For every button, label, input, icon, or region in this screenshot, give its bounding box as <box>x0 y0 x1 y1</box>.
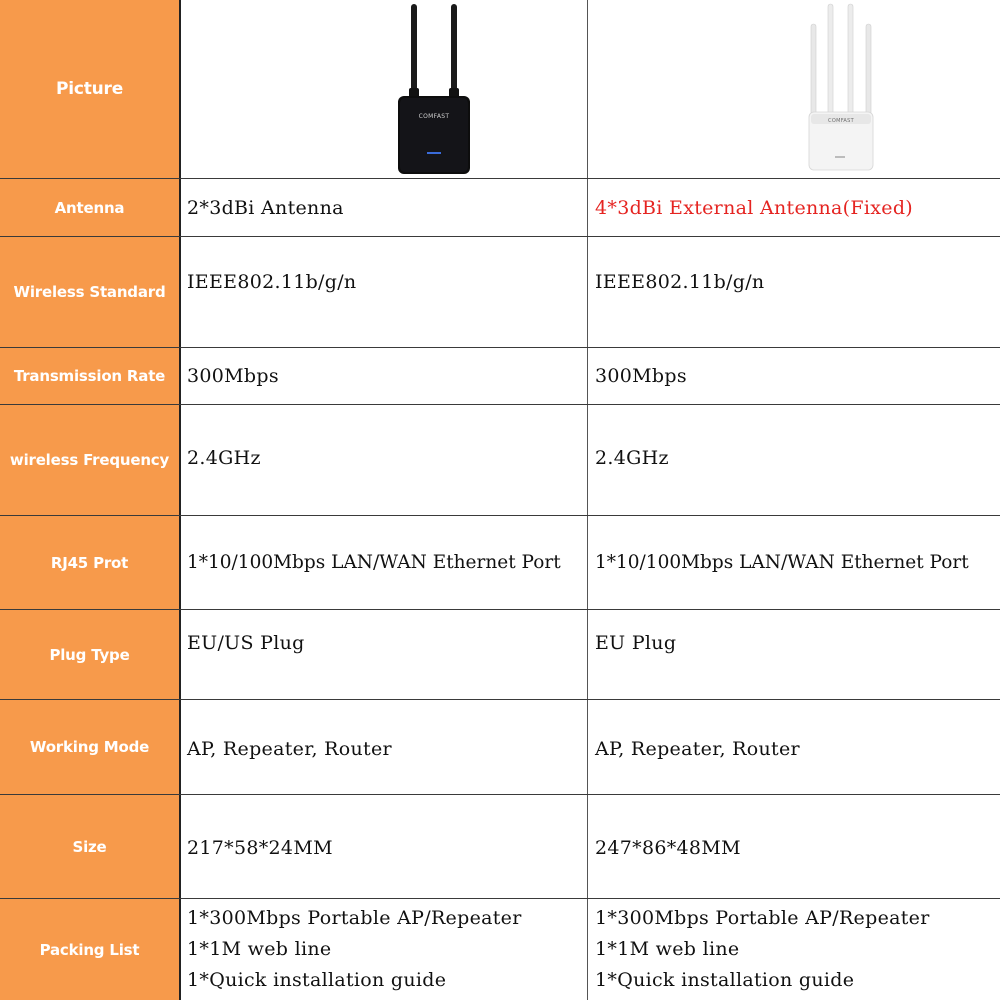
packing-list-item: 1*1M web line <box>595 938 740 960</box>
row-label-size: Size <box>0 795 181 898</box>
row-antenna <box>0 179 1000 237</box>
packing-list-item: 1*300Mbps Portable AP/Repeater <box>595 907 930 929</box>
product2-size-value: 247*86*48MM <box>595 837 741 859</box>
row-label-packing-list: Packing List <box>0 899 181 1000</box>
product2-wireless-standard-value: IEEE802.11b/g/n <box>595 271 765 293</box>
product1-rj45-value: 1*10/100Mbps LAN/WAN Ethernet Port <box>181 516 588 609</box>
product1-antenna-value: 2*3dBi Antenna <box>181 179 588 236</box>
row-wireless-frequency <box>0 405 1000 516</box>
packing-list-item: 1*1M web line <box>187 938 332 960</box>
product2-brand-text: COMFAST <box>828 118 854 124</box>
row-label-plug-type: Plug Type <box>0 610 181 699</box>
product1-brand-text: COMFAST <box>418 113 450 120</box>
product1-picture-cell <box>181 0 588 178</box>
row-label-wireless-frequency: wireless Frequency <box>0 405 181 515</box>
black-router-2-antenna-image <box>381 0 501 178</box>
row-wireless-standard <box>0 237 1000 348</box>
packing-list-item: 1*Quick installation guide <box>595 969 855 991</box>
row-transmission-rate <box>0 348 1000 405</box>
product1-packing-list <box>181 899 588 1000</box>
row-label-working-mode: Working Mode <box>0 700 181 794</box>
product2-wireless-frequency-value: 2.4GHz <box>595 447 669 469</box>
row-rj45-port <box>0 516 1000 610</box>
row-packing-list <box>0 899 1000 1000</box>
row-label-antenna: Antenna <box>0 179 181 236</box>
product1-working-mode-value: AP, Repeater, Router <box>181 700 588 794</box>
row-plug-type <box>0 610 1000 700</box>
row-label-wireless-standard: Wireless Standard <box>0 237 181 347</box>
row-label-picture: Picture <box>0 0 181 178</box>
product2-picture-cell <box>588 0 1000 178</box>
product2-working-mode-value: AP, Repeater, Router <box>595 738 800 760</box>
product1-size-value: 217*58*24MM <box>181 795 588 898</box>
product1-plug-type-value: EU/US Plug <box>181 610 588 699</box>
packing-list-item: 1*Quick installation guide <box>187 969 447 991</box>
product1-wireless-standard-value: IEEE802.11b/g/n <box>181 237 588 347</box>
packing-list-item: 1*300Mbps Portable AP/Repeater <box>187 907 522 929</box>
row-picture <box>0 0 1000 179</box>
row-label-rj45-port: RJ45 Prot <box>0 516 181 609</box>
product2-plug-type-value: EU Plug <box>595 632 677 654</box>
row-working-mode <box>0 700 1000 795</box>
product2-rj45-value: 1*10/100Mbps LAN/WAN Ethernet Port <box>595 552 969 573</box>
product2-transmission-rate-value: 300Mbps <box>595 365 687 387</box>
product1-transmission-rate-value: 300Mbps <box>181 348 588 404</box>
row-label-transmission-rate: Transmission Rate <box>0 348 181 404</box>
product2-antenna-value: 4*3dBi External Antenna(Fixed) <box>595 196 913 219</box>
white-router-4-antenna-image <box>803 0 893 178</box>
row-size <box>0 795 1000 899</box>
product1-wireless-frequency-value: 2.4GHz <box>181 405 588 515</box>
product2-packing-list <box>588 899 1000 1000</box>
